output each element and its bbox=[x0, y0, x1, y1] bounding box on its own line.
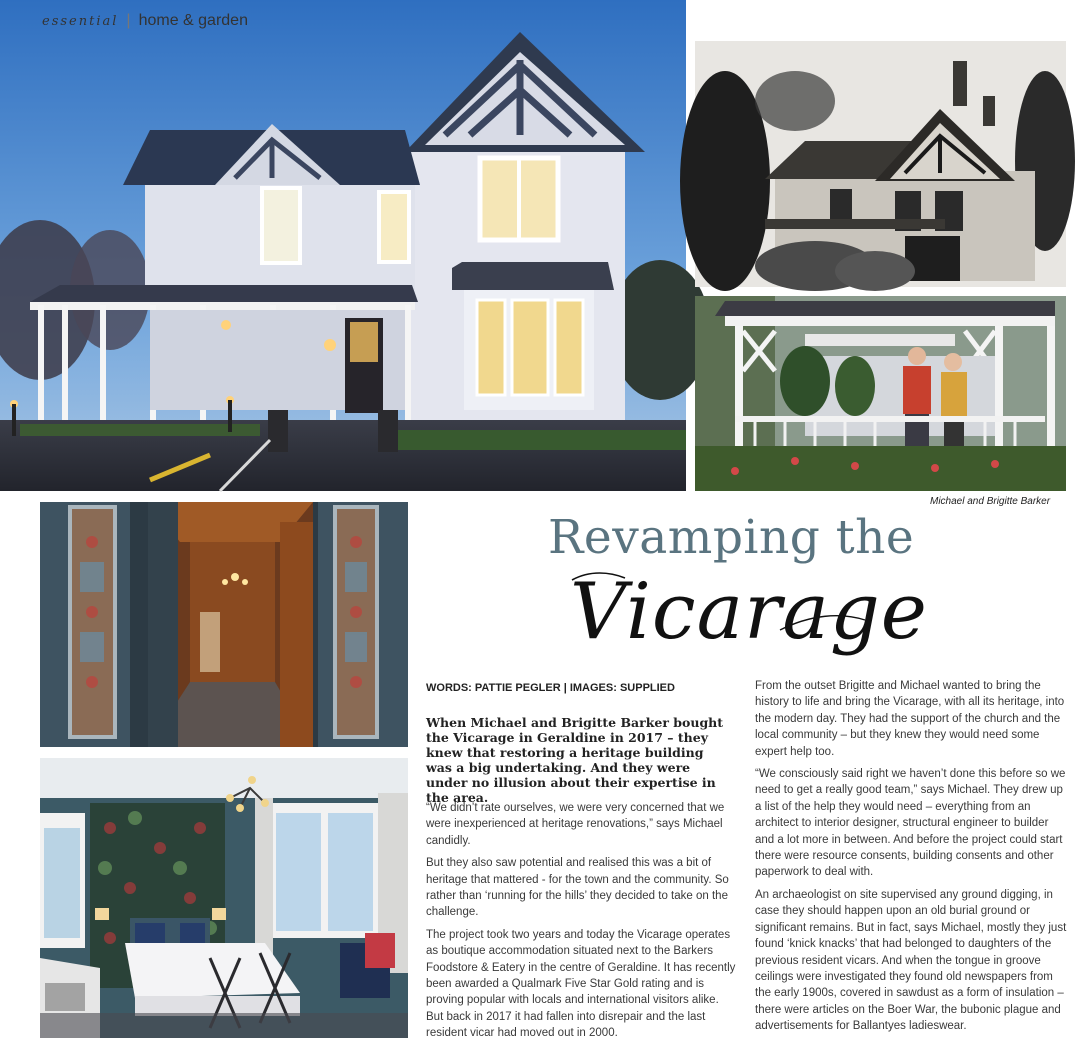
paragraph: The project took two years and today the Vicarage operates as boutique accommodation situated next to the Barkers Foodstore & Eatery in the centre of Geraldine. It has recently been awarded a Qualmark Five Star Gold rating and is proving popular with locals and international visitors alike. But back in 2017 it had fallen into disrepair and the last resident vicar had moved out in 2000. bbox=[426, 928, 736, 1040]
article-title: Revamping the bbox=[548, 510, 915, 565]
paragraph: “We didn’t rate ourselves, we were very concerned that we were inexperienced at heritage renovations,” says Michael candidly. bbox=[426, 802, 725, 847]
bedroom-photo bbox=[40, 758, 408, 1038]
historic-photo bbox=[695, 41, 1066, 287]
article-intro: When Michael and Brigitte Barker bought the Vicarage in Geraldine in 2017 – they knew that restoring a heritage building was a big undertaking. And they were under no illusion about their expertise in the area. bbox=[426, 715, 724, 805]
article-title-script bbox=[570, 560, 928, 670]
article-credits: WORDS: PATTIE PEGLER | IMAGES: SUPPLIED bbox=[426, 682, 675, 694]
paragraph: From the outset Brigitte and Michael wanted to bring the history to life and bring the Vicarage, with all its heritage, into the modern day. They had the support of the church and the local community – but they knew they would need some expert help too. bbox=[755, 680, 1065, 758]
text-column-2 bbox=[755, 678, 1067, 1041]
hero-photo bbox=[0, 0, 686, 491]
paragraph: But they also saw potential and realised this was a bit of heritage that mattered - for the town and the community. So rather than ‘running for the hills’ they decided to take on the challenge. bbox=[426, 857, 729, 919]
title-script-text: Vicarage bbox=[570, 567, 928, 657]
paragraph: An archaeologist on site supervised any ground digging, in case they should happen upon an old burial ground or significant remains. But in fact, says Michael, mostly they just found ‘knick knacks’ that had belonged to daughters of the previous resident vicars. And when the tongue in groove ceilings were investigated they found old newspapers from the early 1900s, covered in sawdust as a form of insulation – there were articles on the Boer War, the bubonic plague and advertisements for Ballantyes ladieswear. bbox=[755, 888, 1067, 1033]
photo-caption: Michael and Brigitte Barker bbox=[930, 496, 1051, 507]
section-header: essential | home & garden bbox=[42, 12, 248, 29]
couple-photo bbox=[695, 296, 1066, 491]
category-label: home & garden bbox=[138, 12, 248, 29]
hallway-photo bbox=[40, 502, 408, 747]
paragraph: “We consciously said right we haven’t done this before so we need to get a really good team,” says Michael. They drew up a list of the help they would need – everything from an architect to interior designer, structural engineer to builder and a lot more in between. And before the project could start there were resource consents, building consents and other paperwork to deal with. bbox=[755, 768, 1066, 879]
section-label: essential bbox=[42, 14, 119, 29]
text-column-1 bbox=[426, 800, 738, 1048]
